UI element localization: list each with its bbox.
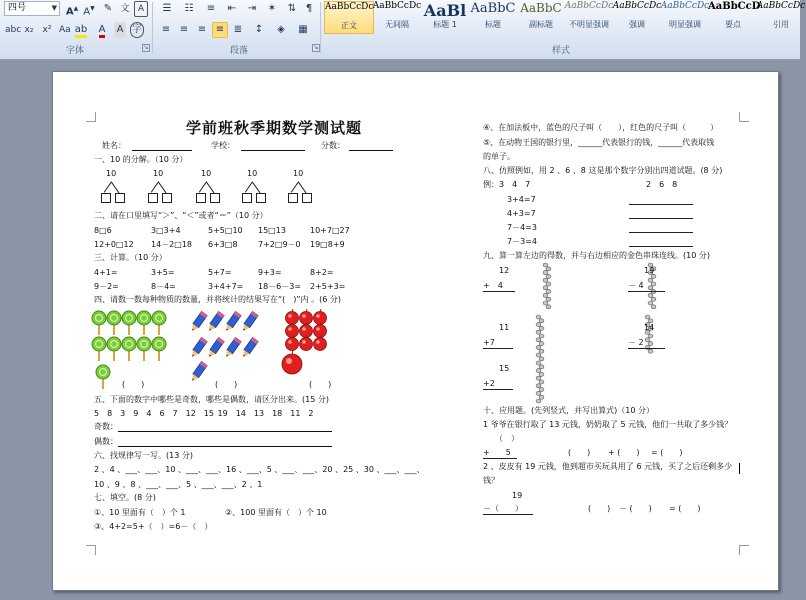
bead — [536, 391, 541, 395]
crop-mark — [86, 112, 96, 122]
apple-shine — [288, 340, 292, 344]
show-marks-icon[interactable]: ¶ — [305, 3, 313, 14]
lollipop-icon — [107, 337, 121, 351]
pencil-icon — [206, 338, 224, 359]
answer-box[interactable] — [302, 193, 312, 203]
multilevel-list-icon[interactable]: ≡ — [206, 3, 216, 14]
bead — [536, 338, 541, 342]
calc-item[interactable]: 8－4= — [151, 282, 176, 291]
sort-icon[interactable]: ⇅ — [287, 3, 297, 14]
s8-example: 例：3 4 7 — [483, 180, 531, 189]
apple-icon — [314, 325, 327, 338]
s8-heading: 八、仿照例如，用 2 、6 、8 这是那个数字分别出四道试题。(8 分) — [483, 166, 723, 175]
bead — [546, 297, 551, 301]
font-color-icon[interactable]: A — [94, 22, 110, 38]
vertical-bottom-operand: + 4 — [483, 281, 503, 290]
s10-heading: 十、应用题。(先列竖式，并写出算式)（10 分） — [483, 406, 654, 415]
bead — [543, 271, 548, 275]
bead — [536, 330, 541, 334]
bead — [648, 293, 653, 297]
answer-box[interactable] — [162, 193, 172, 203]
lollipop-icon — [152, 337, 166, 351]
apple-group-image — [284, 310, 336, 366]
vertical-answer-line[interactable] — [483, 389, 513, 390]
s2-heading-text: 二、请在口里填写“＞”、“＜”或者“＝”（10 分） — [94, 211, 268, 220]
apple-icon — [286, 338, 299, 351]
bead — [546, 290, 551, 294]
bead — [536, 376, 541, 380]
tree-branch — [158, 182, 166, 193]
pencil-icon — [206, 312, 224, 333]
answer-box[interactable] — [101, 193, 111, 203]
example-equation: 7－3=4 — [507, 237, 537, 246]
pencil-answer[interactable]: ( ) — [215, 380, 238, 389]
style-label: 标题 1 — [433, 20, 457, 29]
q1-row-item[interactable]: ( ) — [568, 448, 591, 457]
odd-answer-line[interactable] — [118, 431, 332, 432]
s2-heading — [94, 211, 268, 221]
style-label: 标题 — [485, 20, 501, 29]
calc-item[interactable]: 9－2= — [94, 282, 119, 291]
answer-box[interactable] — [115, 193, 125, 203]
style-label: 不明显强调 — [569, 20, 609, 29]
bead — [543, 286, 548, 290]
calc-item[interactable]: 4+1= — [94, 268, 118, 277]
bead — [651, 282, 656, 286]
vertical-bottom-operand: +2 — [483, 379, 495, 388]
bead-string-icon — [536, 315, 544, 361]
q1-answer-line[interactable] — [483, 458, 517, 459]
paragraph-dialog-launcher-icon[interactable]: ↘ — [313, 44, 319, 51]
apple-shine — [302, 314, 306, 318]
style-7-tile[interactable] — [612, 1, 662, 34]
style-preview: AaBbC — [520, 1, 562, 15]
justify-icon[interactable]: ≡ — [212, 22, 228, 38]
bead — [648, 334, 653, 338]
q2-answer-line[interactable] — [483, 514, 533, 515]
divider — [320, 2, 321, 54]
divider — [152, 2, 153, 54]
grow-font-button[interactable]: A▲ — [65, 5, 79, 18]
tree-number: 10 — [106, 169, 117, 178]
comparison-item[interactable]: 7+2□9－0 — [258, 240, 301, 249]
vertical-answer-line[interactable] — [628, 291, 665, 292]
vertical-answer-line[interactable] — [483, 348, 513, 349]
style-preview: AaBl — [423, 1, 467, 20]
bead — [546, 267, 551, 271]
example-equation: 3+4=7 — [507, 195, 536, 204]
style-3-tile[interactable] — [420, 1, 470, 34]
increase-indent-icon[interactable]: ⇥ — [247, 3, 257, 14]
page-title: 学前班秋季期数学测试题 — [186, 119, 363, 137]
bead — [648, 286, 653, 290]
apple-shine — [316, 314, 320, 318]
lollipop-icon — [137, 337, 151, 351]
q2-text-2: 钱？ — [483, 476, 499, 485]
calc-item[interactable]: 9+3= — [258, 268, 282, 277]
comparison-item[interactable]: 19□8+9 — [310, 240, 345, 249]
s5-heading: 五、下面的数字中哪些是奇数，哪些是偶数，请区分出来。(15 分) — [94, 395, 329, 404]
apple-shine — [288, 327, 292, 331]
pencil-icon — [223, 338, 241, 359]
bead — [539, 342, 544, 346]
calc-item[interactable]: 2+5+3= — [310, 282, 346, 291]
score-label: 分数： — [321, 141, 345, 150]
bead — [539, 326, 544, 330]
fill-line-1b: ②、100 里面有（ ）个 10 — [225, 508, 327, 517]
bead-string-icon — [536, 361, 544, 403]
tree-branch — [206, 182, 214, 193]
lollipop-icon — [96, 365, 110, 379]
calc-item[interactable]: 3+4+7= — [208, 282, 244, 291]
bead-strings-image — [533, 262, 693, 402]
font-group-label: 字体 — [65, 46, 84, 56]
bead — [539, 380, 544, 384]
apple-icon — [300, 338, 313, 351]
pencil-icon — [240, 312, 258, 333]
chinese-layout-icon[interactable]: ✶ — [267, 3, 277, 14]
style-label: 正文 — [341, 21, 357, 30]
comparison-item[interactable]: 3□3+4 — [151, 226, 181, 235]
apple-shine — [316, 340, 320, 344]
pattern-line-1: 2 、4 、___、___、10 、___、___、16 、___、5 、___、___、20 、25 、30 、___、___、 — [94, 465, 425, 474]
school-label: 学校： — [211, 141, 235, 150]
style-label: 强调 — [629, 20, 645, 29]
vertical-top-number: 15 — [499, 364, 510, 373]
comparison-item[interactable]: 12+0□12 — [94, 240, 134, 249]
vertical-top-number: 11 — [499, 323, 510, 332]
q1-row-item[interactable]: = ( ) — [651, 448, 683, 457]
apple-icon — [286, 325, 299, 338]
style-label: 明显强调 — [669, 20, 701, 29]
apple-icon — [286, 312, 299, 325]
fill-line-2: ③、4+2=5+（ ）=6－（ ） — [94, 522, 213, 531]
pattern-line-2: 10 、9 、8 、___、___、5 、___、___、2 、1 — [94, 480, 263, 489]
style-10-tile[interactable] — [756, 1, 806, 34]
number-list: 5 8 3 9 4 6 7 12 15 19 14 13 18 11 2 — [94, 409, 314, 418]
pencil-icon — [189, 312, 207, 333]
paragraph-group-label: 段落 — [229, 46, 248, 56]
style-preview: AaBbCcDc — [612, 1, 662, 11]
bead — [645, 315, 650, 319]
score-line[interactable] — [349, 150, 393, 151]
font-size-value: 四号 — [8, 3, 27, 13]
s6-heading: 六、找规律写一写。(13 分) — [94, 451, 193, 460]
lollipop-icon — [122, 311, 136, 325]
tree-branch — [298, 182, 306, 193]
bead — [543, 278, 548, 282]
s3-heading: 三、计算。（10 分） — [94, 253, 167, 262]
apple-icon — [282, 354, 302, 374]
s7-heading: 七、填空。(8 分) — [94, 493, 156, 502]
school-line[interactable] — [241, 150, 305, 151]
name-line[interactable] — [132, 150, 192, 151]
even-answer-line[interactable] — [118, 446, 332, 447]
bead — [536, 399, 541, 403]
style-preview: AaBbCcDc — [660, 1, 710, 11]
q1-paren[interactable]: （ ） — [495, 434, 519, 443]
q2-row-item[interactable]: － ( ) — [619, 504, 652, 513]
distributed-icon[interactable]: ≣ — [233, 24, 243, 35]
style-8-tile[interactable] — [660, 1, 710, 34]
bead — [648, 301, 653, 305]
answer-box[interactable] — [256, 193, 266, 203]
bead — [539, 365, 544, 369]
pencil-group-image — [187, 310, 265, 380]
char-shading-icon[interactable]: A — [114, 22, 126, 38]
lollipop-icon — [152, 311, 166, 325]
even-label: 偶数： — [94, 437, 118, 446]
q1-text: 1 爷爷在银行取了 13 元钱，奶奶取了 5 元钱，他们一共取了多少钱？ — [483, 420, 733, 429]
bead — [536, 345, 541, 349]
tree-branch — [111, 182, 119, 193]
equation-answer-line[interactable] — [629, 204, 693, 205]
tree-number: 10 — [247, 169, 258, 178]
style-6-tile[interactable] — [564, 1, 614, 34]
fill-line-1a: ①、10 里面有（ ）个 1 — [94, 508, 186, 517]
style-label: 要点 — [725, 20, 741, 29]
q1-row-item[interactable]: + 5 — [483, 448, 511, 457]
vertical-bottom-operand: － 2 — [628, 338, 644, 347]
answer-box[interactable] — [210, 193, 220, 203]
char-border-icon[interactable]: A — [134, 1, 148, 17]
style-1-tile[interactable] — [324, 1, 374, 34]
crop-mark — [739, 112, 749, 122]
phonetic-guide-icon[interactable]: 文 — [120, 4, 130, 14]
bead — [539, 349, 544, 353]
bead — [536, 323, 541, 327]
comparison-item[interactable]: 14－2□18 — [151, 240, 193, 249]
shading-icon[interactable]: ◈ — [277, 24, 285, 35]
bead — [539, 372, 544, 376]
answer-box[interactable] — [288, 193, 298, 203]
bead — [543, 293, 548, 297]
answer-box[interactable] — [196, 193, 206, 203]
bead — [543, 263, 548, 267]
style-label: 副标题 — [529, 20, 553, 29]
equation-answer-line[interactable] — [629, 246, 693, 247]
bullets-icon[interactable]: ☰ — [162, 3, 172, 14]
q2-row-item[interactable]: = ( ) — [669, 504, 701, 513]
styles-group-label: 样式 — [551, 46, 570, 56]
answer-box[interactable] — [148, 193, 158, 203]
pencil-icon — [189, 338, 207, 359]
lollipop-icon — [92, 337, 106, 351]
chevron-down-icon[interactable]: ▼ — [51, 4, 57, 12]
calc-item[interactable]: 3+5= — [151, 268, 175, 277]
clear-format-icon[interactable]: ✎ — [103, 3, 113, 14]
comparison-item[interactable]: 6+3□8 — [208, 240, 238, 249]
style-5-tile[interactable] — [516, 1, 566, 34]
bead — [536, 369, 541, 373]
name-label: 姓名： — [102, 141, 126, 150]
vertical-answer-line[interactable] — [628, 348, 665, 349]
style-4-tile[interactable] — [468, 1, 518, 34]
r-line-4: ④、在加法板中，蓝色的尺子叫（ ），红色的尺子叫（ ） — [483, 123, 719, 132]
bead — [546, 282, 551, 286]
subscript-icon[interactable]: x₂ — [24, 25, 34, 35]
pencil-icon — [189, 362, 207, 383]
style-preview: AaBbCcDc — [325, 2, 374, 12]
s1-heading: 一、10 的分解。（10 分） — [94, 155, 188, 164]
vertical-top-number: 12 — [499, 266, 510, 275]
strikethrough-icon[interactable]: abc — [5, 25, 22, 35]
style-preview: AaBbCcDc — [564, 1, 614, 11]
comparison-item[interactable]: 8□6 — [94, 226, 112, 235]
q2-number: 19 — [512, 491, 523, 500]
crop-mark — [86, 545, 96, 555]
calc-item[interactable]: 8+2= — [310, 268, 334, 277]
highlight-icon[interactable]: ab — [72, 22, 90, 38]
align-left-icon[interactable]: ≡ — [161, 24, 171, 35]
r-line-5: ⑤、在动物王国的银行里，______代表银行的钱，______代表取钱 — [483, 138, 715, 147]
style-9-tile[interactable] — [708, 1, 761, 34]
bead — [651, 305, 656, 309]
lollipop-icon — [122, 337, 136, 351]
bead — [546, 274, 551, 278]
bead — [648, 278, 653, 282]
equation-answer-line[interactable] — [629, 218, 693, 219]
comparison-item[interactable]: 10+7□27 — [310, 226, 350, 235]
example-equation: 4+3=7 — [507, 209, 536, 218]
superscript-icon[interactable]: x² — [42, 25, 52, 35]
apple-shine — [288, 314, 292, 318]
pencil-icon — [240, 338, 258, 359]
lollipop-icon — [92, 311, 106, 325]
bead — [536, 315, 541, 319]
vertical-bottom-operand: － 4 — [628, 281, 644, 290]
vertical-top-number: 14 — [644, 323, 655, 332]
bead — [651, 297, 656, 301]
bead — [539, 395, 544, 399]
apple-shine — [302, 327, 306, 331]
align-center-icon[interactable]: ≡ — [179, 24, 189, 35]
bead — [546, 305, 551, 309]
bead — [648, 342, 653, 346]
apple-icon — [300, 312, 313, 325]
bead — [543, 301, 548, 305]
decrease-indent-icon[interactable]: ⇤ — [227, 3, 237, 14]
lollipop-group-image — [91, 310, 171, 390]
bead — [539, 357, 544, 361]
text-cursor — [739, 463, 740, 474]
apple-icon — [300, 325, 313, 338]
apple-shine — [302, 340, 306, 344]
tree-number: 10 — [153, 169, 164, 178]
style-preview: AaBbCcDc — [756, 1, 806, 11]
apple-icon — [314, 338, 327, 351]
style-label: 无间隔 — [385, 20, 409, 29]
line-spacing-icon[interactable]: ↕ — [254, 24, 264, 35]
pencil-icon — [223, 312, 241, 333]
q2-row-item[interactable]: ( ) — [588, 504, 611, 513]
crop-mark — [739, 545, 749, 555]
bead — [539, 388, 544, 392]
bead — [536, 384, 541, 388]
tree-number: 10 — [201, 169, 212, 178]
answer-box[interactable] — [242, 193, 252, 203]
r-line-5b: 的单子。 — [483, 152, 515, 161]
q2-text-1: 2 、皮皮有 19 元钱，他到超市买玩具用了 6 元钱，买了之后还剩多少 — [483, 462, 733, 471]
q1-row-item[interactable]: + ( ) — [608, 448, 640, 457]
s4-heading: 四、请数一数每种物质的数量，并将统计的结果写在“( )”内 。(6 分) — [94, 295, 341, 304]
tree-branch — [252, 182, 260, 193]
s9-heading: 九、算一算左边的得数，并与右边相应的金色串珠连线。(10 分) — [483, 251, 710, 260]
document-page[interactable] — [52, 71, 779, 591]
bead-string-icon — [543, 263, 551, 309]
bead — [536, 353, 541, 357]
style-preview: AaBbC — [470, 1, 516, 16]
vertical-top-number: 19 — [644, 266, 655, 275]
vertical-answer-line[interactable] — [483, 291, 515, 292]
example-equation: 7－4=3 — [507, 223, 537, 232]
font-size-select[interactable] — [4, 1, 60, 16]
font-dialog-launcher-icon[interactable]: ↘ — [143, 44, 149, 51]
comparison-item[interactable]: 15□13 — [258, 226, 286, 235]
align-right-icon[interactable]: ≡ — [197, 24, 207, 35]
tree-number: 10 — [293, 169, 304, 178]
change-case-icon[interactable]: Aa — [59, 25, 71, 35]
bead — [539, 319, 544, 323]
borders-icon[interactable]: ▦ — [298, 24, 308, 35]
s8-numbers: 2 6 8 — [646, 180, 678, 189]
calc-item[interactable]: 5+7= — [208, 268, 232, 277]
comparison-item[interactable]: 5+5□10 — [208, 226, 243, 235]
calc-item[interactable]: 18－6－3= — [258, 282, 302, 291]
lollipop-answer[interactable]: ( ) — [122, 380, 145, 389]
apple-shine — [286, 358, 292, 364]
style-2-tile[interactable] — [372, 1, 422, 34]
style-preview: AaBbCcDc — [372, 1, 422, 11]
apple-icon — [314, 312, 327, 325]
odd-label: 奇数： — [94, 422, 118, 431]
bead — [648, 349, 653, 353]
style-preview: AaBbCcD — [708, 1, 761, 12]
apple-answer[interactable]: ( ) — [309, 380, 332, 389]
bead — [539, 334, 544, 338]
bead — [645, 338, 650, 342]
lollipop-icon — [137, 311, 151, 325]
style-label: 引用 — [773, 20, 789, 29]
vertical-bottom-operand: +7 — [483, 338, 495, 347]
equation-answer-line[interactable] — [629, 232, 693, 233]
q2-row-item[interactable]: －（ ） — [483, 504, 523, 513]
shrink-font-button[interactable]: A▼ — [83, 5, 95, 18]
enclose-char-icon[interactable]: 字 — [130, 22, 144, 38]
bead — [536, 361, 541, 365]
lollipop-icon — [107, 311, 121, 325]
apple-shine — [316, 327, 320, 331]
numbering-icon[interactable]: ☷ — [184, 3, 194, 14]
ribbon — [0, 0, 806, 60]
